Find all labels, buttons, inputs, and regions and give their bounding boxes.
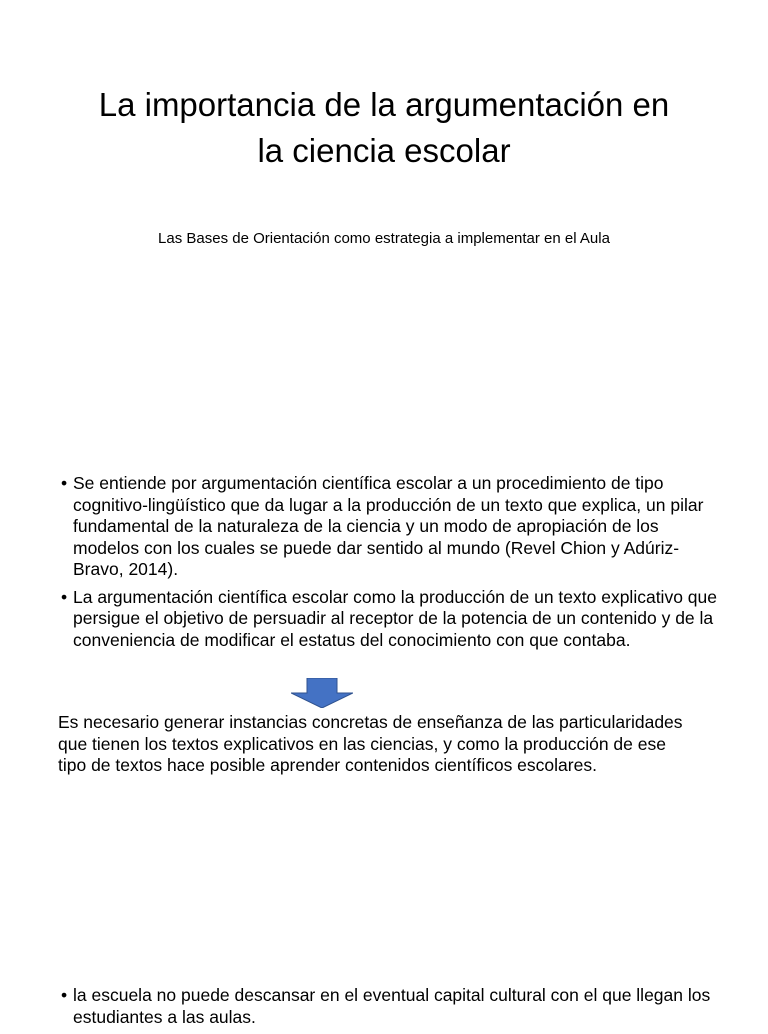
slide-subtitle: Las Bases de Orientación como estrategia a implementar en el Aula: [158, 230, 610, 247]
bullet-list-definitions: [58, 473, 718, 657]
bullet-list-school: [58, 985, 718, 1034]
bullet-item: • Se entiende por argumentación científica escolar a un procedimiento de tipo cognitivo-lingüístico que da lugar a la producción de un texto que explica, un pilar fundamental de la naturaleza de la ciencia y un modo de apropiación de los modelos con los cuales se puede dar sentido al mundo (Revel Chion y Adúriz- Bravo, 2014).: [58, 473, 718, 581]
conclusion-paragraph: Es necesario generar instancias concretas de enseñanza de las particularidades que tienen los textos explicativos en las ciencias, y como la producción de ese tipo de textos hace posible aprender contenidos científicos escolares.: [58, 712, 683, 775]
down-arrow-shape: [291, 678, 353, 708]
down-arrow-icon: [291, 678, 353, 708]
bullet-item: • la escuela no puede descansar en el eventual capital cultural con el que llegan los estudiantes a las aulas.: [58, 985, 718, 1028]
slide-title: La importancia de la argumentación en la ciencia escolar: [98, 86, 670, 169]
bullet-item: • La argumentación científica escolar como la producción de un texto explicativo que persigue el objetivo de persuadir al receptor de la potencia de un contenido y de la conveniencia de modificar el estatus del conocimiento con que contaba.: [58, 587, 718, 652]
